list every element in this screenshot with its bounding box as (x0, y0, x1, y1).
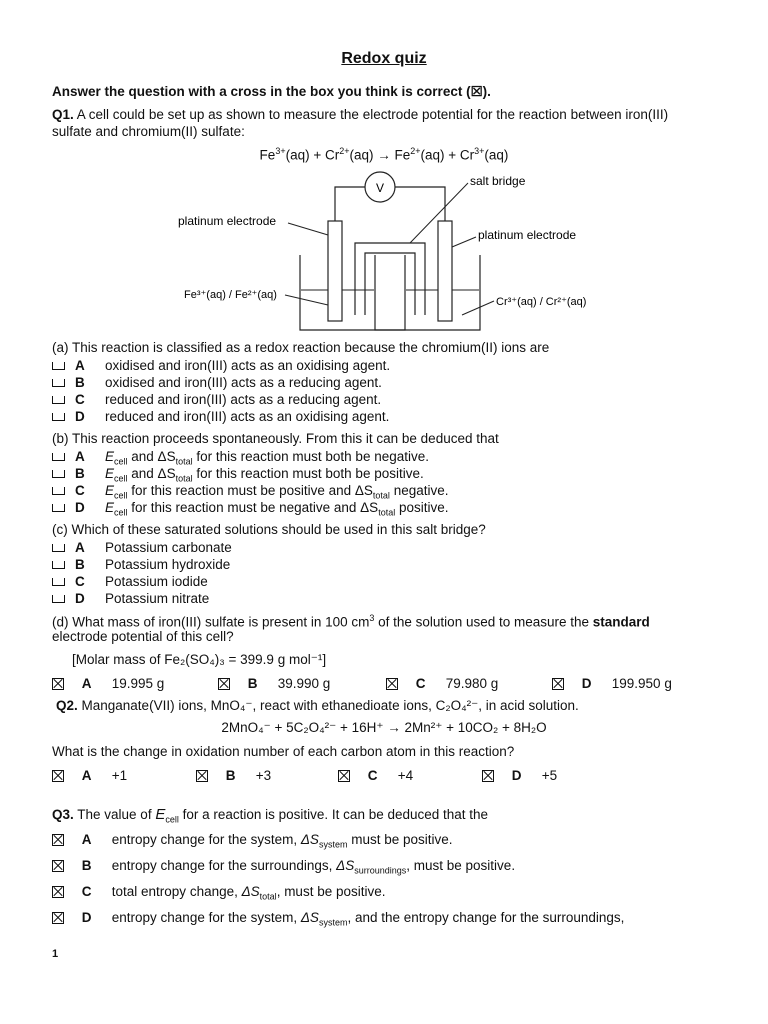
answer-box[interactable] (52, 912, 64, 924)
left-electrode-label: platinum electrode (178, 214, 277, 228)
q1-text-line1: A cell could be set up as shown to measure the electrode potential for the reaction between iron(III) (73, 107, 669, 122)
q1d-molar-mass: [Molar mass of Fe₂(SO₄)₃ = 399.9 g mol⁻¹] (72, 652, 327, 667)
q1-number: Q1. (52, 107, 74, 122)
instructions: Answer the question with a cross in the box you think is correct (☒). (52, 84, 491, 99)
page-title: Redox quiz (341, 50, 427, 67)
answer-box[interactable] (52, 396, 65, 404)
q2-question: What is the change in oxidation number of each carbon atom in this reaction? (52, 744, 515, 759)
q1a-stem: (a) This reaction is classified as a redox reaction because the chromium(II) ions are (52, 340, 550, 355)
q1b-option-c[interactable]: C $E_{cell}$ for this reaction must be positive and $\Delta S_{total}$ negative. (52, 483, 448, 500)
q3-option-a[interactable]: A entropy change for the system, $\Delta S_{system}$ must be positive. (52, 832, 453, 849)
answer-box[interactable] (52, 453, 65, 461)
q1c-option-b[interactable]: B Potassium hydroxide (52, 557, 230, 574)
q2-text: Q2. Manganate(VII) ions, MnO₄⁻, react with ethanedioate ions, C₂O₄²⁻, in acid solution. (56, 698, 579, 713)
left-beaker (300, 255, 405, 330)
answer-box[interactable] (482, 770, 494, 782)
q1a-option-d[interactable]: D reduced and iron(III) acts as an oxidising agent. (52, 409, 389, 426)
answer-box[interactable] (338, 770, 350, 782)
q1d-option-d[interactable]: D 199.950 g (552, 676, 672, 693)
q2-option-d[interactable]: D +5 (482, 768, 557, 785)
left-electrode (328, 221, 342, 321)
q1a-option-b[interactable]: B oxidised and iron(III) acts as a reducing agent. (52, 375, 382, 392)
salt-bridge-label: salt bridge (470, 174, 526, 188)
voltmeter-label: V (375, 181, 385, 195)
answer-box[interactable] (386, 678, 398, 690)
answer-box[interactable] (52, 362, 65, 370)
right-beaker (375, 255, 480, 330)
q3-option-d[interactable]: D entropy change for the system, $\Delta S_{system}$, and the entropy change for the surroundings, (52, 910, 624, 927)
q1d-stem-line2: electrode potential of this cell? (52, 629, 234, 644)
q2-option-b[interactable]: B +3 (196, 768, 271, 785)
q2-equation: 2MnO₄⁻ + 5C₂O₄²⁻ + 16H⁺ → 2Mn²⁺ + 10CO₂ + 8H₂O (221, 720, 547, 735)
q1c-option-c[interactable]: C Potassium iodide (52, 574, 208, 591)
answer-box[interactable] (52, 860, 64, 872)
answer-box[interactable] (52, 413, 65, 421)
answer-box[interactable] (196, 770, 208, 782)
q3-text: Q3. The value of $E_{cell}$ for a reaction is positive. It can be deduced that the (52, 806, 489, 825)
q1-text-line2: sulfate and chromium(II) sulfate: (52, 124, 245, 139)
right-electrode (438, 221, 452, 321)
answer-box[interactable] (52, 379, 65, 387)
salt-bridge-inner (365, 253, 415, 315)
q1a-option-c[interactable]: C reduced and iron(III) acts as a reducing agent. (52, 392, 381, 409)
left-solution-label: Fe³⁺(aq) / Fe²⁺(aq) (184, 289, 277, 301)
q2-option-a[interactable]: A +1 (52, 768, 127, 785)
q1b-option-d[interactable]: D $E_{cell}$ for this reaction must be negative and $\Delta S_{total}$ positive. (52, 500, 448, 517)
answer-box[interactable] (52, 770, 64, 782)
q1d-stem: (d) What mass of iron(III) sulfate is present in 100 $cm^3$ of the solution used to measure the standard (52, 613, 650, 630)
page-number: 1 (52, 948, 59, 960)
answer-box[interactable] (52, 595, 65, 603)
q3-option-b[interactable]: B entropy change for the surroundings, $\Delta S_{surroundings}$, must be positive. (52, 858, 515, 875)
answer-box[interactable] (52, 487, 65, 495)
q3-option-c[interactable]: C total entropy change, $\Delta S_{total}$, must be positive. (52, 884, 386, 901)
answer-box[interactable] (552, 678, 564, 690)
q1-equation: $Fe^{3+}(aq) + Cr^{2+}(aq) \to Fe^{2+}(aq) + Cr^{3+}(aq)$ (259, 146, 509, 163)
q1b-stem: (b) This reaction proceeds spontaneously. From this it can be deduced that (52, 431, 499, 446)
answer-box[interactable] (52, 470, 65, 478)
q1-text (52, 107, 668, 122)
q1c-stem: (c) Which of these saturated solutions should be used in this salt bridge? (52, 522, 486, 537)
answer-box[interactable] (52, 886, 64, 898)
answer-box[interactable] (52, 504, 65, 512)
q1c-option-a[interactable]: A Potassium carbonate (52, 540, 232, 557)
answer-box[interactable] (52, 678, 64, 690)
cell-diagram (170, 165, 600, 340)
q1d-option-b[interactable]: B 39.990 g (218, 676, 330, 693)
q1d-option-c[interactable]: C 79.980 g (386, 676, 498, 693)
answer-box[interactable] (52, 834, 64, 846)
answer-box[interactable] (52, 544, 65, 552)
right-electrode-label: platinum electrode (478, 228, 577, 242)
q1c-option-d[interactable]: D Potassium nitrate (52, 591, 209, 608)
q1d-option-a[interactable]: A 19.995 g (52, 676, 164, 693)
q1b-option-a[interactable]: A $E_{cell}$ and $\Delta S_{total}$ for this reaction must both be negative. (52, 449, 429, 466)
answer-box[interactable] (218, 678, 230, 690)
q2-option-c[interactable]: C +4 (338, 768, 413, 785)
answer-box[interactable] (52, 578, 65, 586)
q1a-option-a[interactable]: A oxidised and iron(III) acts as an oxidising agent. (52, 358, 390, 375)
right-solution-label: Cr³⁺(aq) / Cr²⁺(aq) (496, 296, 587, 308)
q1b-option-b[interactable]: B $E_{cell}$ and $\Delta S_{total}$ for this reaction must both be positive. (52, 466, 424, 483)
answer-box[interactable] (52, 561, 65, 569)
